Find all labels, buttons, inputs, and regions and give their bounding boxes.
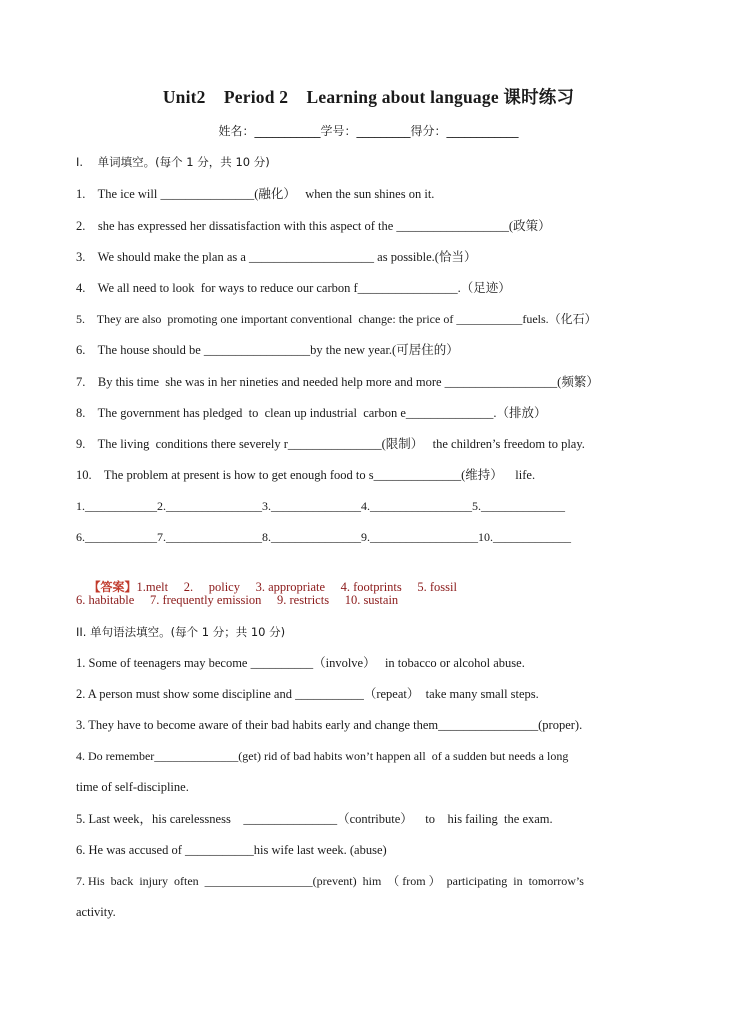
question-1: 1. The ice will _______________(融化） when the sun shines on it. — [76, 187, 435, 201]
question-2: 2. she has expressed her dissatisfaction with this aspect of the __________________(政策） — [76, 219, 551, 233]
question-10: 10. The problem at present is how to get enough food to s______________(维持） life. — [76, 468, 536, 482]
grammar-question-7-continued: activity. — [76, 905, 116, 919]
question-5: 5. They are also promoting one important conventional change: the price of ___________fuels.（化石） — [76, 312, 597, 326]
answer-blank-row-2: 6.____________7.________________8._______________9.__________________10._____________ — [76, 530, 571, 544]
grammar-question-5: 5. Last week，his carelessness _______________（contribute） to his failing the exam. — [76, 812, 553, 826]
answer-key-line-2: 6. habitable 7. frequently emission 9. restricts 10. sustain — [76, 593, 399, 607]
grammar-question-4-continued: time of self-discipline. — [76, 780, 189, 794]
question-4: 4. We all need to look for ways to reduce our carbon f________________.（足迹） — [76, 281, 511, 295]
grammar-question-7: 7. His back injury often __________________(prevent) him （ from ） participating in tomorrow’s — [76, 874, 584, 888]
question-8: 8. The government has pledged to clean up industrial carbon e______________.（排放） — [76, 406, 547, 420]
question-6: 6. The house should be _________________by the new year.(可居住的） — [76, 343, 459, 357]
section-1-heading: I. 单词填空。(每个 1 分，共 10 分) — [76, 155, 270, 169]
student-info-line: 姓名：___________学号：_________得分：____________ — [218, 124, 519, 138]
section-2-heading: II. 单句语法填空。(每个 1 分；共 10 分) — [76, 625, 286, 639]
grammar-question-6: 6. He was accused of ___________his wife last week. (abuse) — [76, 843, 387, 857]
grammar-question-3: 3. They have to become aware of their bad habits early and change them________________(proper). — [76, 718, 583, 732]
grammar-question-2: 2. A person must show some discipline and ___________（repeat） take many small steps. — [76, 687, 539, 701]
answer-key-text-1: 1.melt 2. policy 3. appropriate 4. footprints 5. fossil — [136, 580, 457, 594]
question-3: 3. We should make the plan as a ____________________ as possible.(恰当） — [76, 250, 477, 264]
question-7: 7. By this time she was in her nineties and needed help more and more __________________(频繁） — [76, 375, 599, 389]
question-9: 9. The living conditions there severely r_______________(限制） the children’s freedom to play. — [76, 437, 585, 451]
grammar-question-1: 1. Some of teenagers may become __________（involve） in tobacco or alcohol abuse. — [76, 656, 525, 670]
grammar-question-4: 4. Do remember______________(get) rid of bad habits won’t happen all of a sudden but needs a long — [76, 749, 569, 763]
answer-label: 【答案】 — [88, 580, 137, 594]
page-title: Unit2 Period 2 Learning about language 课时练习 — [162, 87, 575, 107]
answer-blank-row-1: 1.____________2.________________3._______________4._________________5.______________ — [76, 499, 565, 513]
